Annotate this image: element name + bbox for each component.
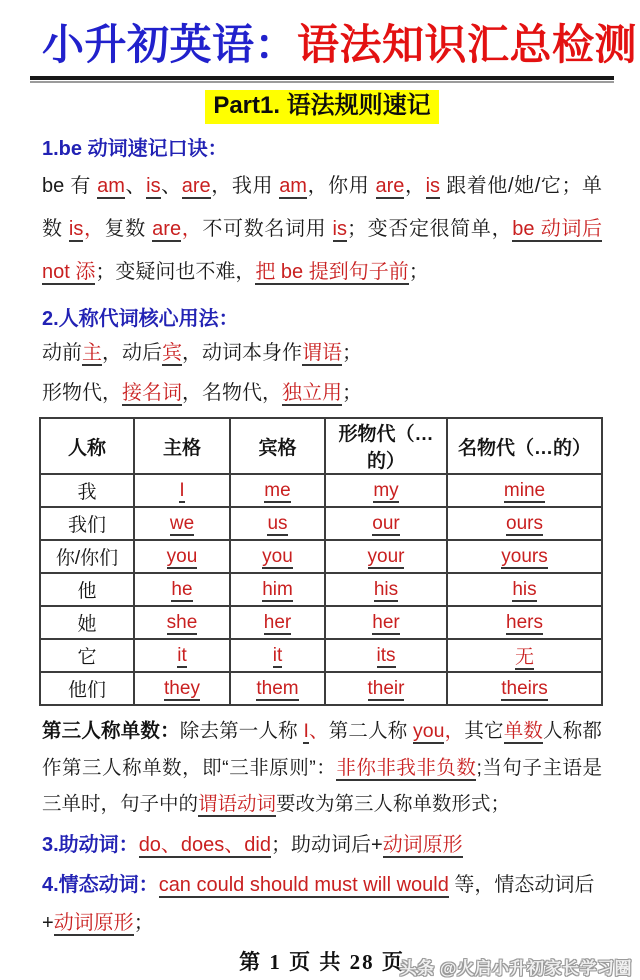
part-heading-row — [42, 90, 602, 124]
text-segment: ，动词本身作 — [182, 342, 302, 365]
table-cell — [40, 507, 134, 540]
text-segment: are — [152, 218, 182, 241]
page-footer — [42, 946, 632, 980]
text-segment: can could should must will would — [158, 874, 449, 897]
table-cell-text: her — [372, 611, 400, 633]
text-segment: 宾 — [162, 342, 182, 365]
table-cell-text: his — [512, 578, 537, 600]
text-segment: ， — [404, 175, 426, 198]
table-cell — [447, 672, 602, 705]
table-cell — [134, 573, 230, 606]
text-segment: 、 — [124, 175, 147, 198]
table-cell — [40, 540, 134, 573]
text-segment: are — [181, 175, 211, 198]
table-cell-text: him — [262, 578, 293, 600]
table-cell-text: ours — [506, 512, 543, 534]
table-cell-text: it — [272, 644, 283, 666]
third-person-singular-paragraph — [42, 713, 602, 822]
text-segment: 单数 — [503, 720, 544, 743]
table-cell-text: 我 — [77, 482, 97, 504]
table-cell — [230, 606, 325, 639]
table-row — [40, 672, 602, 705]
text-segment: 非你非我非负数 — [336, 756, 477, 779]
table-header-cell: 名物代（…的） — [447, 418, 602, 474]
table-row — [40, 573, 602, 606]
table-cell-text: 我们 — [67, 515, 106, 537]
table-cell-text: you — [262, 545, 293, 567]
text-segment: 、 — [160, 175, 182, 198]
table-cell — [40, 606, 134, 639]
table-cell — [40, 474, 134, 507]
text-segment: ;当句子主语是三单时，句子中的 — [42, 756, 602, 815]
table-cell-text: 无 — [514, 647, 534, 669]
text-segment: 第二人称 — [328, 720, 414, 743]
text-segment: are — [375, 175, 405, 198]
table-cell-text: he — [171, 578, 193, 600]
text-segment: ； — [133, 912, 154, 935]
table-cell — [40, 573, 134, 606]
text-segment: 动词原形 — [53, 912, 134, 935]
page-number: 第 1 页 共 28 页 — [239, 950, 405, 975]
table-cell — [230, 540, 325, 573]
table-cell — [134, 639, 230, 672]
text-segment: 人称都作第三人称单数，即“三非原则”： — [42, 720, 602, 779]
table-cell-text: 你/你们 — [55, 548, 119, 570]
table-cell-text: our — [372, 512, 400, 534]
table-cell-text: them — [256, 677, 299, 699]
text-segment: 4.情态动词： — [42, 874, 159, 897]
table-cell — [325, 606, 447, 639]
text-segment: ；变疑问也不难， — [95, 261, 256, 284]
page-title-red-part: 语法知识汇总检测 — [297, 23, 638, 69]
table-cell — [134, 672, 230, 705]
text-segment: ，名物代， — [182, 382, 282, 405]
part-heading-highlighted: Part1. 语法规则速记 — [205, 90, 438, 124]
table-cell — [325, 507, 447, 540]
text-segment: 3.助动词： — [42, 834, 139, 857]
table-cell-text: its — [376, 644, 396, 666]
text-segment: do、does、did — [138, 834, 271, 857]
section2-heading: 2.人称代词核心用法： — [42, 308, 239, 331]
table-header-cell: 宾格 — [230, 418, 325, 474]
table-header-cell: 主格 — [134, 418, 230, 474]
table-cell — [230, 573, 325, 606]
text-segment: 复数 — [104, 218, 153, 241]
table-cell — [447, 474, 602, 507]
table-cell-text: us — [267, 512, 288, 534]
watermark: 头条 @火启小升初家长学习圈 — [399, 959, 632, 979]
text-segment: 动词原形 — [382, 834, 463, 857]
table-cell-text: we — [169, 512, 195, 534]
table-cell-text: his — [373, 578, 399, 600]
text-segment: is — [332, 218, 347, 241]
text-segment: 独立用 — [282, 382, 342, 405]
section1-heading: 1.be 动词速记口诀： — [42, 138, 228, 161]
table-cell-text: 他 — [77, 581, 97, 603]
text-segment: is — [68, 218, 84, 241]
text-segment: I — [303, 720, 309, 743]
text-segment: is — [146, 175, 161, 198]
table-row — [40, 540, 602, 573]
table-cell-text: 它 — [77, 647, 97, 669]
text-segment: 第三人称单数： — [42, 720, 180, 743]
pronoun-rule-line-1 — [42, 336, 602, 371]
table-cell — [325, 573, 447, 606]
text-segment: be 动词后 not 添 — [42, 218, 603, 284]
table-cell — [134, 540, 230, 573]
pronoun-rule-line-2 — [42, 376, 602, 411]
page-title — [42, 22, 638, 70]
text-segment: ； — [342, 342, 362, 365]
table-cell — [325, 639, 447, 672]
table-cell-text: 他们 — [67, 680, 106, 702]
pronoun-table — [39, 417, 603, 706]
table-row — [40, 474, 602, 507]
text-segment: 跟着他/她/它；单数 — [42, 175, 603, 241]
table-cell — [447, 540, 602, 573]
page-title-blue-part: 小升初英语： — [42, 23, 298, 69]
table-cell — [230, 639, 325, 672]
table-cell-text: mine — [503, 479, 546, 501]
be-verb-mnemonic-paragraph — [42, 165, 602, 294]
table-cell-text: your — [367, 545, 405, 567]
table-header-cell: 人称 — [40, 418, 134, 474]
table-cell — [40, 639, 134, 672]
table-cell-text: she — [166, 611, 198, 633]
text-segment: 谓语 — [302, 342, 342, 365]
table-cell — [447, 606, 602, 639]
text-segment: ；变否定很简单， — [347, 218, 513, 241]
table-cell — [134, 507, 230, 540]
text-segment: ，动后 — [102, 342, 162, 365]
text-segment: ；助动词后+ — [271, 834, 383, 857]
table-cell-text: it — [177, 644, 187, 666]
table-cell — [40, 672, 134, 705]
text-segment: 要改为第三人称单数形式； — [276, 792, 511, 815]
text-segment: 等，情态动词后+ — [42, 874, 595, 935]
table-cell-text: they — [164, 677, 200, 699]
table-header-cell: 形物代（…的） — [325, 418, 447, 474]
table-cell-text: I — [179, 479, 185, 501]
text-segment: ， — [444, 720, 465, 743]
text-segment: ； — [408, 261, 429, 284]
text-segment: ， — [181, 218, 203, 241]
table-cell — [447, 639, 602, 672]
table-cell-text: me — [264, 479, 291, 501]
table-cell-text: her — [263, 611, 292, 633]
text-segment: 其它 — [464, 720, 504, 743]
text-segment: 形物代， — [42, 382, 122, 405]
text-segment: 不可数名词用 — [202, 218, 333, 241]
text-segment: 主 — [82, 342, 102, 365]
table-cell — [447, 507, 602, 540]
table-cell — [447, 573, 602, 606]
text-segment: ， — [83, 218, 105, 241]
text-segment: ，你用 — [306, 175, 376, 198]
text-segment: be 有 — [42, 175, 98, 198]
text-segment: is — [425, 175, 441, 198]
text-segment: 、 — [308, 720, 329, 743]
text-segment: 除去第一人称 — [179, 720, 304, 743]
text-segment: 谓语动词 — [198, 792, 277, 815]
table-cell-text: hers — [506, 611, 543, 633]
text-segment: 动前 — [42, 342, 82, 365]
table-cell — [230, 672, 325, 705]
table-cell — [230, 474, 325, 507]
table-cell-text: yours — [501, 545, 548, 567]
text-segment: am — [279, 175, 307, 198]
text-segment: 把 be 提到句子前 — [255, 261, 409, 284]
table-cell-text: theirs — [501, 677, 548, 699]
table-cell — [325, 672, 447, 705]
table-cell — [230, 507, 325, 540]
table-cell — [134, 474, 230, 507]
table-row — [40, 606, 602, 639]
table-cell-text: my — [373, 479, 399, 501]
table-cell — [325, 474, 447, 507]
table-cell-text: 她 — [77, 614, 97, 636]
title-divider-rule — [30, 76, 614, 83]
table-row — [40, 639, 602, 672]
text-segment: ，我用 — [210, 175, 280, 198]
text-segment: am — [97, 175, 125, 198]
table-cell-text: you — [166, 545, 198, 567]
table-cell-text: their — [367, 677, 405, 699]
table-cell — [325, 540, 447, 573]
modal-verb-line — [42, 866, 602, 942]
text-segment: 接名词 — [122, 382, 182, 405]
text-segment: ； — [342, 382, 362, 405]
table-row — [40, 507, 602, 540]
text-segment: you — [413, 720, 445, 743]
auxiliary-verb-line — [42, 826, 602, 864]
table-cell — [134, 606, 230, 639]
table-header-row — [40, 418, 602, 474]
